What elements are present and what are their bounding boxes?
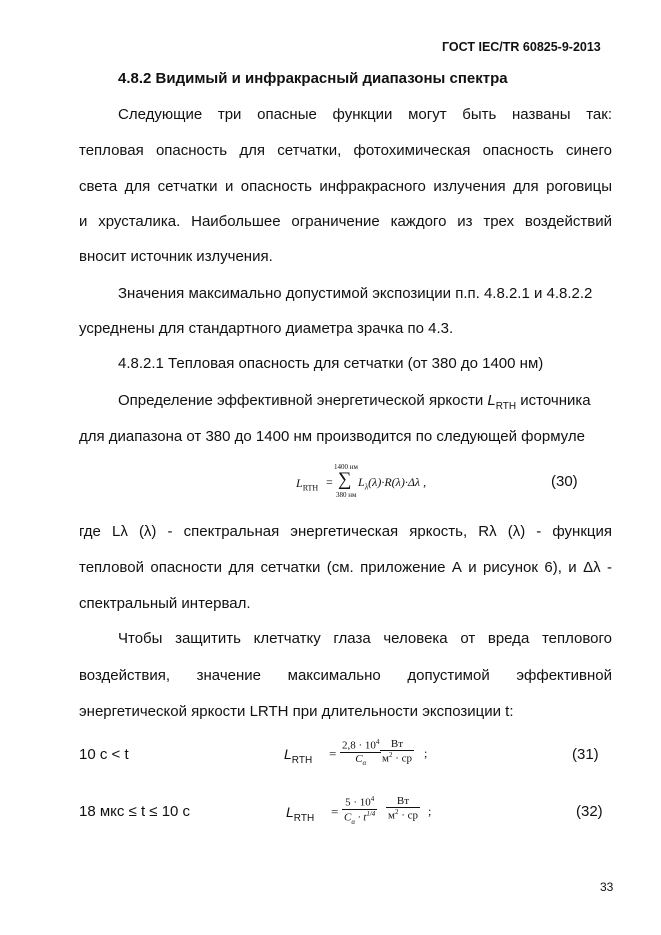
page-number: 33 — [600, 880, 614, 894]
para3-line-2: для диапазона от 380 до 1400 нм производится по следующей формуле — [79, 428, 585, 445]
symbol-L: L — [487, 392, 496, 409]
formula31-units: Вт $м^2$ · ср — [382, 738, 413, 765]
para2-line-1: Значения максимально допустимой экспозиции п.п. 4.8.2.1 и 4.8.2.2 — [118, 285, 593, 302]
para3-text-a: Определение эффективной энергетической яркости — [118, 392, 488, 409]
para5-line-2: воздействия, значение максимально допустимой эффективной — [79, 667, 612, 684]
formula-30-number: (30) — [551, 473, 578, 490]
para5-line-3: энергетической яркости LRTH при длительности экспозиции t: — [79, 703, 514, 720]
formula30-equals: = — [326, 475, 333, 489]
formula30-sum-upper: 1400 нм — [334, 463, 358, 471]
formula32-lhs: $L_{RTH}$ — [286, 804, 315, 824]
formula31-equals: = — [329, 746, 337, 761]
para1-line-3: света для сетчатки и опасность инфракрасного излучения для роговицы — [79, 178, 612, 195]
para1-line-5: вносит источник излучения. — [79, 248, 273, 265]
formula32-units: Вт $м^2$ · ср — [388, 795, 419, 822]
formula31-fraction: $\frac{2,8 \cdot 10^4}{C_\alpha}$ — [342, 738, 380, 767]
formula32-condition: 18 мкс ≤ t ≤ 10 с — [79, 803, 191, 820]
formula30-sum-lower: 380 нм — [336, 491, 357, 499]
formula31-semicolon: ; — [424, 746, 428, 760]
section-title: 4.8.2 Видимый и инфракрасный диапазоны спектра — [118, 70, 508, 87]
symbol-sub-rth: RTH — [495, 401, 517, 412]
subsection-title: 4.8.2.1 Тепловая опасность для сетчатки (от 380 до 1400 нм) — [118, 355, 544, 372]
formula-32-number: (32) — [576, 803, 603, 820]
para1-line-2: тепловая опасность для сетчатки, фотохимическая опасность синего — [79, 142, 612, 159]
formula30-body: $L_\lambda(\lambda)\cdot R(\lambda)\cdot\Delta\lambda$ , — [358, 475, 427, 492]
formula32-semicolon: ; — [428, 804, 432, 818]
para4-line-2: тепловой опасности для сетчатки (см. приложение А и рисунок 6), и Δλ - — [79, 559, 612, 576]
para3-text-b: источника — [516, 392, 591, 409]
formula-30 — [296, 463, 466, 499]
document-header: ГОСТ IEC/TR 60825-9-2013 — [442, 40, 601, 54]
para4-line-3: спектральный интервал. — [79, 595, 251, 612]
para1-line-4: и хрусталика. Наибольшее ограничение каждого из трех воздействий — [79, 213, 612, 230]
formula31-condition: 10 с < t — [79, 746, 129, 763]
para1-line-1: Следующие три опасные функции могут быть названы так: — [118, 106, 612, 123]
para4-line-1: где Lλ (λ) - спектральная энергетическая яркость, Rλ (λ) - функция — [79, 523, 612, 540]
formula32-fraction: $\frac{5 \cdot 10^4}{C_\alpha \cdot t^{1/4}}$ — [344, 795, 376, 826]
formula30-lhs: $L_{RTH}$ — [296, 476, 319, 493]
para5-line-1: Чтобы защитить клетчатку глаза человека от вреда теплового — [118, 630, 612, 647]
sum-symbol: ∑ — [338, 469, 352, 490]
formula32-equals: = — [331, 804, 339, 819]
formula31-lhs: $L_{RTH}$ — [284, 746, 313, 766]
formula-31-number: (31) — [572, 746, 599, 763]
para2-line-2: усреднены для стандартного диаметра зрачка по 4.3. — [79, 320, 454, 337]
para3-line-1 — [118, 392, 591, 412]
